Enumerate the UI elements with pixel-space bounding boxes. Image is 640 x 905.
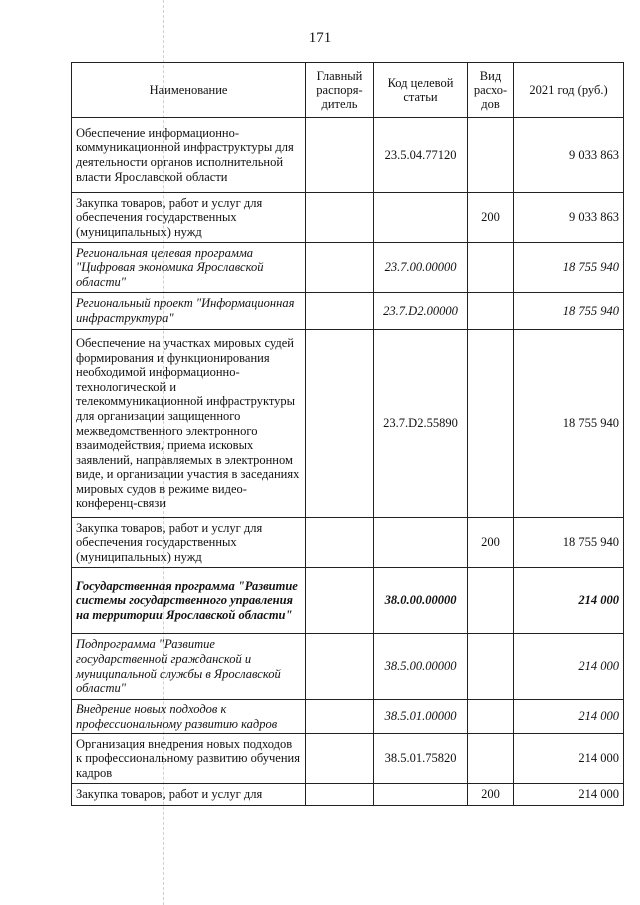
cell-name: Закупка товаров, работ и услуг для [72, 784, 306, 806]
cell-chief-manager [306, 243, 374, 293]
cell-chief-manager [306, 330, 374, 518]
cell-amount: 214 000 [514, 734, 624, 784]
header-expense-type: Вид расхо-дов [468, 63, 514, 118]
cell-chief-manager [306, 734, 374, 784]
cell-expense-type: 200 [468, 193, 514, 243]
cell-expense-type [468, 243, 514, 293]
cell-target-code: 23.7.D2.00000 [374, 293, 468, 330]
table-row [72, 193, 624, 243]
header-chief-manager: Главный распоря-дитель [306, 63, 374, 118]
cell-amount: 214 000 [514, 784, 624, 806]
table-row [72, 700, 624, 734]
cell-name: Государственная программа "Развитие системы государственного управления на территории Ярославской области" [72, 568, 306, 634]
cell-amount: 18 755 940 [514, 330, 624, 518]
cell-expense-type [468, 118, 514, 193]
cell-amount: 18 755 940 [514, 518, 624, 568]
table-header-row [72, 63, 624, 118]
cell-target-code: 23.7.00.00000 [374, 243, 468, 293]
cell-target-code [374, 518, 468, 568]
cell-expense-type: 200 [468, 518, 514, 568]
cell-amount: 9 033 863 [514, 193, 624, 243]
cell-expense-type [468, 568, 514, 634]
cell-name: Организация внедрения новых подходов к профессиональному развитию обучения кадров [72, 734, 306, 784]
table-row [72, 243, 624, 293]
cell-target-code [374, 784, 468, 806]
cell-amount: 9 033 863 [514, 118, 624, 193]
table-row [72, 293, 624, 330]
cell-amount: 214 000 [514, 700, 624, 734]
cell-target-code: 38.5.01.00000 [374, 700, 468, 734]
budget-table [71, 62, 624, 806]
cell-chief-manager [306, 293, 374, 330]
cell-chief-manager [306, 634, 374, 700]
table-row [72, 518, 624, 568]
table-row [72, 118, 624, 193]
cell-chief-manager [306, 700, 374, 734]
cell-name: Закупка товаров, работ и услуг для обеспечения государственных (муниципальных) нужд [72, 518, 306, 568]
cell-target-code: 38.0.00.00000 [374, 568, 468, 634]
cell-chief-manager [306, 518, 374, 568]
cell-target-code: 23.7.D2.55890 [374, 330, 468, 518]
cell-name: Региональный проект "Информационная инфраструктура" [72, 293, 306, 330]
cell-expense-type [468, 330, 514, 518]
cell-name: Внедрение новых подходов к профессиональному развитию кадров [72, 700, 306, 734]
cell-name: Региональная целевая программа "Цифровая экономика Ярославской области" [72, 243, 306, 293]
header-amount-2021: 2021 год (руб.) [514, 63, 624, 118]
cell-amount: 214 000 [514, 634, 624, 700]
cell-expense-type [468, 734, 514, 784]
cell-chief-manager [306, 784, 374, 806]
cell-target-code [374, 193, 468, 243]
table-row [72, 734, 624, 784]
cell-amount: 18 755 940 [514, 243, 624, 293]
cell-expense-type [468, 700, 514, 734]
cell-name: Обеспечение информационно-коммуникационной инфраструктуры для деятельности органов исполнительной власти Ярославской области [72, 118, 306, 193]
cell-expense-type [468, 293, 514, 330]
header-name: Наименование [72, 63, 306, 118]
cell-name: Обеспечение на участках мировых судей формирования и функционирования необходимой информационно-технологической и телекоммуникационной инфраструктуры для организации защищенного межведомственного электронного взаимодействия, приема исковых заявлений, направляемых в электронном виде, и организации участия в заседаниях мировых судов в режиме видео-конференц-связи [72, 330, 306, 518]
table-row [72, 568, 624, 634]
page-number: 171 [308, 30, 332, 46]
table-row [72, 784, 624, 806]
table-row [72, 634, 624, 700]
cell-target-code: 23.5.04.77120 [374, 118, 468, 193]
cell-name: Подпрограмма "Развитие государственной гражданской и муниципальной службы в Ярославской области" [72, 634, 306, 700]
header-target-code: Код целевой статьи [374, 63, 468, 118]
table-row [72, 330, 624, 518]
cell-expense-type [468, 634, 514, 700]
cell-amount: 18 755 940 [514, 293, 624, 330]
cell-target-code: 38.5.00.00000 [374, 634, 468, 700]
cell-name: Закупка товаров, работ и услуг для обеспечения государственных (муниципальных) нужд [72, 193, 306, 243]
cell-target-code: 38.5.01.75820 [374, 734, 468, 784]
cell-chief-manager [306, 193, 374, 243]
cell-chief-manager [306, 118, 374, 193]
cell-amount: 214 000 [514, 568, 624, 634]
cell-expense-type: 200 [468, 784, 514, 806]
cell-chief-manager [306, 568, 374, 634]
